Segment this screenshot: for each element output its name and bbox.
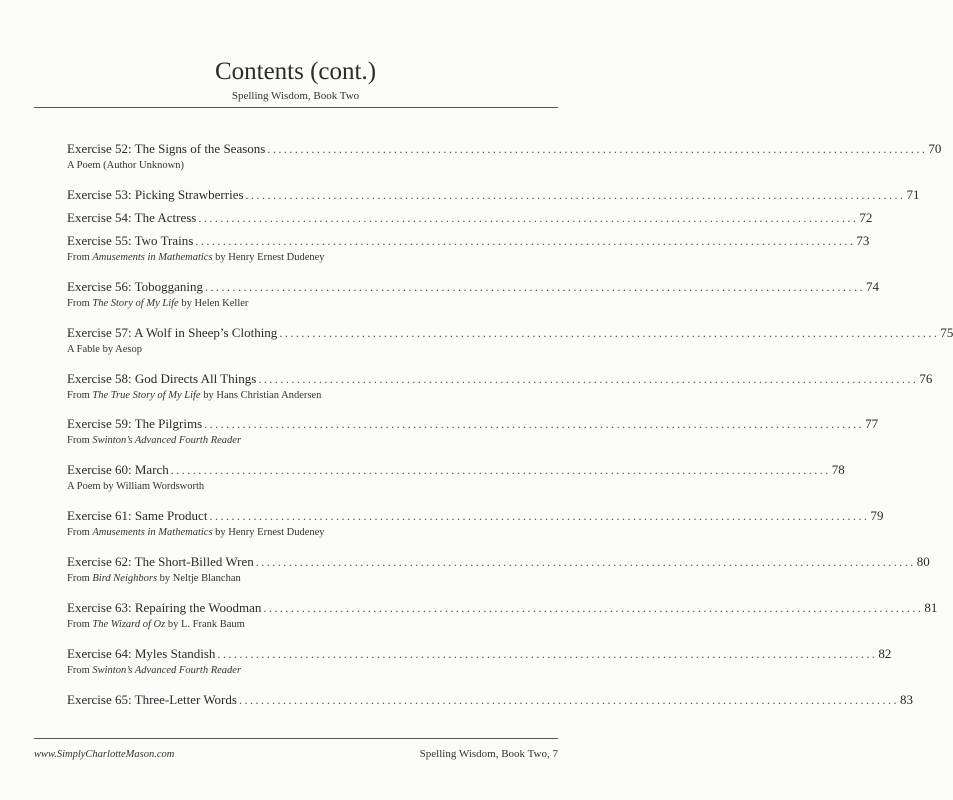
toc-entry-line xyxy=(67,187,920,203)
page-number: 77 xyxy=(865,416,879,431)
toc-entry-line xyxy=(67,416,879,432)
exercise-source xyxy=(67,344,525,356)
exercise-title: Exercise 54: The Actress xyxy=(67,210,197,225)
footer-website: www.SimplyCharlotteMason.com xyxy=(34,749,175,760)
page-number: 80 xyxy=(916,554,930,569)
toc-entry xyxy=(67,692,913,708)
page-number: 72 xyxy=(859,210,873,225)
dot-leader: ........................................................................................................................ xyxy=(238,693,899,707)
exercise-source xyxy=(67,619,525,631)
page-number: 81 xyxy=(924,600,938,615)
source-author: by Henry Ernest Dudeney xyxy=(212,252,325,263)
exercise-title: Exercise 64: Myles Standish xyxy=(67,646,216,661)
toc-entry xyxy=(67,508,884,539)
exercise-title: Exercise 57: A Wolf in Sheep’s Clothing xyxy=(67,325,278,340)
page-title: Contents (cont.) xyxy=(214,58,377,85)
dot-leader: ........................................................................................................................ xyxy=(195,234,856,248)
toc-entry xyxy=(67,416,879,447)
dot-leader: ........................................................................................................................ xyxy=(267,142,928,156)
toc-entry xyxy=(67,462,845,493)
exercise-source xyxy=(67,527,525,539)
exercise-title: Exercise 61: Same Product xyxy=(67,508,208,523)
source-prefix: From xyxy=(67,298,93,309)
exercise-title: Exercise 60: March xyxy=(67,462,169,477)
source-prefix: A Poem (Author Unknown) xyxy=(67,160,184,171)
exercise-source xyxy=(67,390,525,402)
exercise-title: Exercise 65: Three-Letter Words xyxy=(67,692,237,707)
toc-entry xyxy=(67,210,873,226)
source-work-title: Amusements in Mathematics xyxy=(92,252,213,263)
toc-entry-line xyxy=(67,462,845,478)
dot-leader: ........................................................................................................................ xyxy=(255,555,916,569)
exercise-title: Exercise 53: Picking Strawberries xyxy=(67,187,244,202)
source-work-title: The Story of My Life xyxy=(92,298,179,309)
toc-entry-line xyxy=(67,646,892,662)
exercise-title: Exercise 52: The Signs of the Seasons xyxy=(67,141,266,156)
dot-leader: ........................................................................................................................ xyxy=(170,463,831,477)
page-number: 76 xyxy=(919,371,933,386)
exercise-source xyxy=(67,252,525,264)
dot-leader: ........................................................................................................................ xyxy=(263,601,924,615)
dot-leader: ........................................................................................................................ xyxy=(209,509,870,523)
page-number: 70 xyxy=(928,141,942,156)
source-prefix: From xyxy=(67,252,93,263)
page-subtitle: Spelling Wisdom, Book Two xyxy=(231,90,360,102)
source-work-title: Bird Neighbors xyxy=(92,573,158,584)
page-number: 74 xyxy=(866,279,880,294)
exercise-title: Exercise 58: God Directs All Things xyxy=(67,371,257,386)
source-author: by Hans Christian Andersen xyxy=(200,390,322,401)
page-number: 73 xyxy=(856,233,870,248)
toc-entry-line xyxy=(67,600,938,616)
toc-entry xyxy=(67,279,880,310)
toc-entry xyxy=(67,371,933,402)
toc-entry xyxy=(67,554,930,585)
exercise-source xyxy=(67,573,525,585)
toc-entry-line xyxy=(67,279,880,295)
page-number: 71 xyxy=(906,187,920,202)
exercise-source xyxy=(67,435,525,447)
source-prefix: From xyxy=(67,390,93,401)
source-prefix: From xyxy=(67,573,93,584)
toc-entry xyxy=(67,187,920,203)
source-work-title: Amusements in Mathematics xyxy=(92,527,213,538)
source-work-title: The True Story of My Life xyxy=(92,390,201,401)
source-prefix: From xyxy=(67,527,93,538)
source-prefix: From xyxy=(67,435,93,446)
exercise-title: Exercise 62: The Short-Billed Wren xyxy=(67,554,254,569)
toc-entry xyxy=(67,141,942,172)
toc-entry-line xyxy=(67,508,884,524)
page-number: 75 xyxy=(940,325,953,340)
exercise-title: Exercise 59: The Pilgrims xyxy=(67,416,203,431)
dot-leader: ........................................................................................................................ xyxy=(198,211,859,225)
source-work-title: The Wizard of Oz xyxy=(92,619,166,630)
source-work-title: Swinton’s Advanced Fourth Reader xyxy=(92,435,242,446)
exercise-source xyxy=(67,665,525,677)
toc-entry xyxy=(67,233,870,264)
source-prefix: A Fable by Aesop xyxy=(67,344,142,355)
toc-entry xyxy=(67,646,892,677)
source-author: by Neltje Blanchan xyxy=(157,573,241,584)
toc-entry-line xyxy=(67,210,873,226)
source-work-title: Swinton’s Advanced Fourth Reader xyxy=(92,665,242,676)
footer-page-label: Spelling Wisdom, Book Two, 7 xyxy=(419,748,558,760)
source-author: by Helen Keller xyxy=(178,298,249,309)
source-author: by L. Frank Baum xyxy=(165,619,245,630)
toc-entry-line xyxy=(67,233,870,249)
exercise-source xyxy=(67,160,525,172)
source-prefix: A Poem by William Wordsworth xyxy=(67,481,205,492)
footer-divider xyxy=(34,738,558,739)
toc-entry-line xyxy=(67,141,942,157)
dot-leader: ........................................................................................................................ xyxy=(217,647,878,661)
dot-leader: ........................................................................................................................ xyxy=(205,280,866,294)
toc-entry xyxy=(67,600,938,631)
dot-leader: ........................................................................................................................ xyxy=(279,326,940,340)
exercise-title: Exercise 55: Two Trains xyxy=(67,233,194,248)
toc-entry xyxy=(67,325,953,356)
source-author: by Henry Ernest Dudeney xyxy=(212,527,325,538)
page-number: 79 xyxy=(870,508,884,523)
toc-entry-line xyxy=(67,371,933,387)
source-prefix: From xyxy=(67,619,93,630)
page-number: 83 xyxy=(899,692,913,707)
exercise-title: Exercise 63: Repairing the Woodman xyxy=(67,600,262,615)
toc-entry-line xyxy=(67,692,913,708)
page-number: 78 xyxy=(831,462,845,477)
toc-entry-line xyxy=(67,554,930,570)
dot-leader: ........................................................................................................................ xyxy=(204,417,865,431)
page-number: 82 xyxy=(878,646,892,661)
dot-leader: ........................................................................................................................ xyxy=(258,372,919,386)
source-prefix: From xyxy=(67,665,93,676)
header-divider xyxy=(34,107,558,108)
exercise-source xyxy=(67,298,525,310)
exercise-title: Exercise 56: Tobogganing xyxy=(67,279,204,294)
exercise-source xyxy=(67,481,525,493)
dot-leader: ........................................................................................................................ xyxy=(245,188,906,202)
toc-entry-line xyxy=(67,325,953,341)
